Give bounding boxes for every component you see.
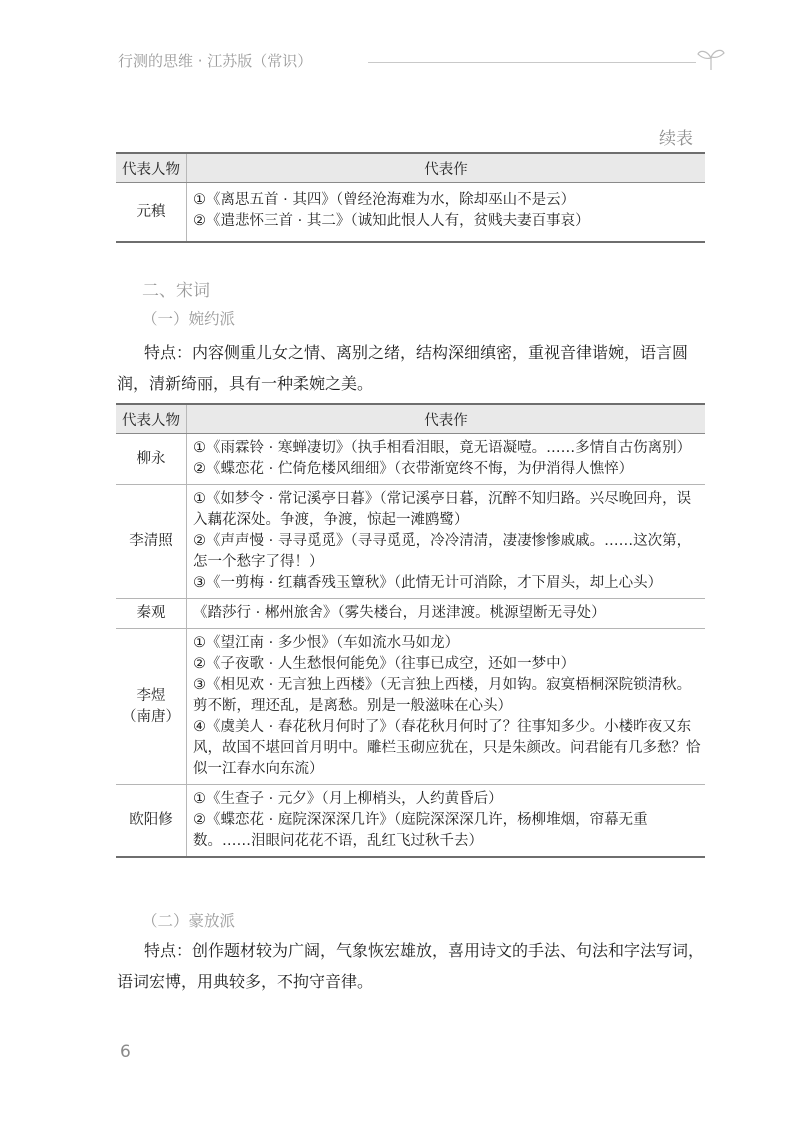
work-line: ②《声声慢 · 寻寻觅觅》（寻寻觅觅，冷冷清清，凄凄惨惨戚戚。……这次第，怎一个愁字了得！） — [193, 533, 692, 570]
work-line: ①《如梦令 · 常记溪亭日暮》（常记溪亭日暮，沉醉不知归路。兴尽晚回舟，误入藕花深处。争渡，争渡，惊起一滩鸥鹭） — [193, 491, 692, 528]
work-line: ②《蝶恋花 · 伫倚危楼风细细》（衣带渐宽终不悔，为伊消得人憔悴） — [193, 461, 634, 477]
works-cell — [187, 599, 706, 629]
continued-label: 续表 — [659, 129, 693, 149]
work-line: ①《雨霖铃 · 寒蝉凄切》（执手相看泪眼，竟无语凝噎。……多情自古伤离别） — [193, 440, 692, 456]
sprout-icon — [696, 46, 726, 72]
table-row — [116, 785, 705, 858]
work-line: ②《子夜歌 · 人生愁恨何能免》（往事已成空，还如一梦中） — [193, 656, 576, 672]
table-row — [116, 599, 705, 629]
person-name: 柳永 — [116, 434, 187, 485]
table-row — [116, 485, 705, 599]
person-name: 李清照 — [116, 485, 187, 599]
works-cell — [187, 629, 706, 785]
subsection-title: （一）婉约派 — [142, 310, 236, 328]
header-title: 行测的思维 · 江苏版（常识） — [118, 50, 318, 71]
person-dynasty: （南唐） — [122, 708, 180, 725]
page-header — [118, 46, 718, 74]
person-name: 秦观 — [116, 599, 187, 629]
person-name: 欧阳修 — [116, 785, 187, 858]
works-cell — [187, 434, 706, 485]
table-row — [116, 434, 705, 485]
work-line: ③《相见欢 · 无言独上西楼》（无言独上西楼，月如钩。寂寞梧桐深院锁清秋。剪不断，理还乱，是离愁。别是一般滋味在心头） — [193, 677, 692, 714]
work-line: ③《一剪梅 · 红藕香残玉簟秋》（此情无计可消除，才下眉头，却上心头） — [193, 575, 663, 591]
table-row — [116, 183, 705, 243]
work-line: ④《虞美人 · 春花秋月何时了》（春花秋月何时了？往事知多少。小楼昨夜又东风，故国不堪回首月明中。雕栏玉砌应犹在，只是朱颜改。问君能有几多愁？恰似一江春水向东流） — [193, 719, 701, 777]
work-line: ①《生查子 · 元夕》（月上柳梢头，人约黄昏后） — [193, 791, 503, 807]
continued-table — [116, 152, 705, 243]
col-header-person: 代表人物 — [116, 404, 187, 434]
section-title: 二、宋词 — [142, 281, 210, 301]
col-header-works: 代表作 — [187, 404, 706, 434]
subsection-title: （二）豪放派 — [142, 912, 236, 930]
page-number: 6 — [120, 1042, 131, 1062]
person-name: 元稹 — [116, 183, 187, 243]
feature-paragraph: 特点：创作题材较为广阔，气象恢宏雄放，喜用诗文的手法、句法和字法写词，语词宏博，用典较多，不拘守音律。 — [117, 941, 705, 991]
works-cell — [187, 785, 706, 858]
representative-table — [116, 403, 705, 858]
person-name-cell — [116, 629, 187, 785]
feature-paragraph: 特点：内容侧重儿女之情、离别之绪，结构深细缜密，重视音律谐婉，语言圆润，清新绮丽，具有一种柔婉之美。 — [117, 343, 689, 393]
works-cell — [187, 183, 706, 243]
work-line: ①《望江南 · 多少恨》（车如流水马如龙） — [193, 635, 460, 651]
header-rule — [368, 62, 696, 63]
person-name: 李煜 — [136, 687, 166, 704]
col-header-person: 代表人物 — [116, 153, 187, 183]
table-row — [116, 629, 705, 785]
work-line: ②《遣悲怀三首 · 其二》（诚知此恨人人有，贫贱夫妻百事哀） — [193, 213, 590, 229]
work-line: 《踏莎行 · 郴州旅舍》（雾失楼台，月迷津渡。桃源望断无寻处） — [193, 605, 606, 621]
works-cell — [187, 485, 706, 599]
work-line: ②《蝶恋花 · 庭院深深深几许》（庭院深深深几许，杨柳堆烟，帘幕无重数。……泪眼问花花不语，乱红飞过秋千去） — [193, 812, 648, 849]
col-header-works: 代表作 — [187, 153, 706, 183]
work-line: ①《离思五首 · 其四》（曾经沧海难为水，除却巫山不是云） — [193, 192, 576, 208]
